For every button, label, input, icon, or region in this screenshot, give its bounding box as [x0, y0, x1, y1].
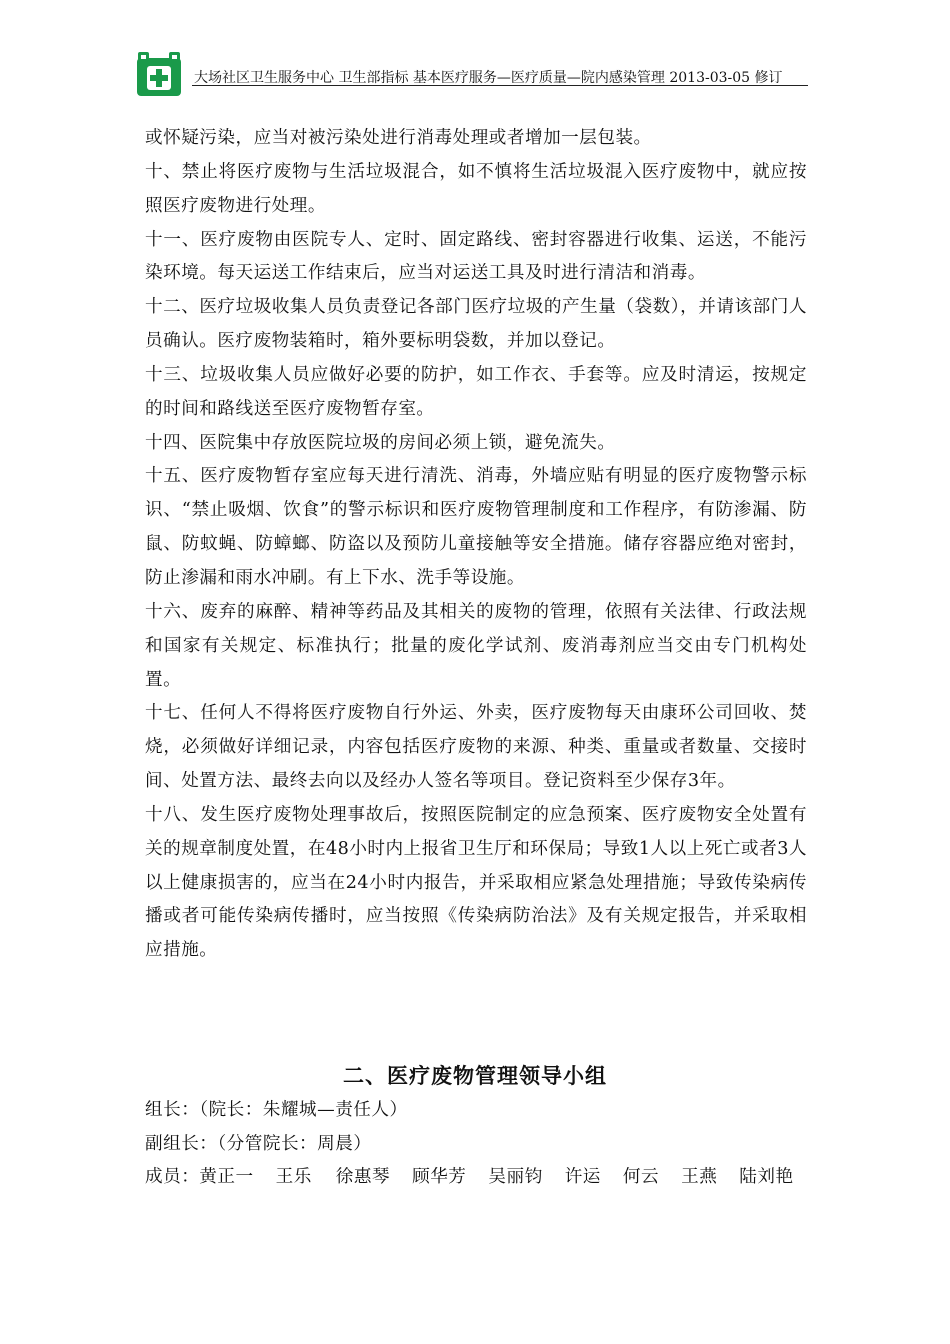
group-leader: 组长：（院长：朱耀城—责任人）	[145, 1100, 408, 1120]
member-name: 何云	[622, 1167, 660, 1188]
paragraph: 十六、废弃的麻醉、精神等药品及其相关的废物的管理，依照有关法律、行政法规和国家有关规定、标准执行；批量的废化学试剂、废消毒剂应当交由专门机构处置。	[145, 601, 807, 690]
paragraph: 十四、医院集中存放医院垃圾的房间必须上锁，避免流失。	[145, 432, 616, 453]
member-name: 黄正一	[199, 1167, 254, 1188]
paragraph: 十一、医疗废物由医院专人、定时、固定路线、密封容器进行收集、运送，不能污染环境。每天运送工作结束后，应当对运送工具及时进行清洁和消毒。	[145, 229, 807, 284]
section-heading: 二、医疗废物管理领导小组	[343, 1063, 607, 1088]
page-header	[134, 52, 808, 96]
member-name: 顾华芳	[412, 1167, 467, 1188]
document-body	[145, 122, 807, 968]
header-title: 大场社区卫生服务中心 卫生部指标 基本医疗服务—医疗质量—院内感染管理 2013-03-05 修订	[194, 70, 783, 86]
member-name: 王乐	[275, 1167, 312, 1188]
paragraph: 或怀疑污染，应当对被污染处进行消毒处理或者增加一层包装。	[145, 128, 652, 148]
hospital-logo-icon	[134, 52, 184, 98]
paragraph: 十八、发生医疗废物处理事故后，按照医院制定的应急预案、医疗废物安全处置有关的规章制度处置，在48小时内上报省卫生厅和环保局；导致1人以上死亡或者3人以上健康损害的，应当在24小时内报告，并采取相应紧急处理措施；导致传染病传播或者可能传染病传播时，应当按照《传染病防治法》及有关规定报告，并采取相应措施。	[145, 804, 807, 961]
paragraph: 十三、垃圾收集人员应做好必要的防护，如工作衣、手套等。应及时清运，按规定的时间和路线送至医疗废物暂存室。	[145, 364, 807, 419]
group-members	[145, 1161, 807, 1195]
members-label: 成员：	[145, 1167, 200, 1188]
member-name: 陆刘艳	[739, 1167, 794, 1188]
group-deputy: 副组长：（分管院长：周晨）	[145, 1133, 372, 1154]
paragraph: 十、禁止将医疗废物与生活垃圾混合，如不慎将生活垃圾混入医疗废物中，就应按照医疗废物进行处理。	[145, 161, 807, 216]
paragraph: 十二、医疗垃圾收集人员负责登记各部门医疗垃圾的产生量（袋数），并请该部门人员确认。医疗废物装箱时，箱外要标明袋数，并加以登记。	[145, 297, 807, 352]
paragraph: 十五、医疗废物暂存室应每天进行清洗、消毒，外墙应贴有明显的医疗废物警示标识、“禁止吸烟、饮食”的警示标识和医疗废物管理制度和工作程序，有防渗漏、防鼠、防蚊蝇、防蟑螂、防盗以及预防儿童接触等安全措施。储存容器应绝对密封，防止渗漏和雨水冲刷。有上下水、洗手等设施。	[145, 466, 807, 588]
paragraph: 十七、任何人不得将医疗废物自行外运、外卖，医疗废物每天由康环公司回收、焚烧，必须做好详细记录，内容包括医疗废物的来源、种类、重量或者数量、交接时间、处置方法、最终去向以及经办人签名等项目。登记资料至少保存3年。	[145, 703, 807, 792]
member-name: 徐惠琴	[335, 1167, 391, 1188]
member-name: 吴丽钧	[488, 1167, 543, 1188]
member-name: 许运	[564, 1167, 601, 1188]
leadership-group	[145, 1094, 807, 1195]
header-divider	[192, 85, 808, 86]
member-name: 王燕	[681, 1167, 718, 1188]
